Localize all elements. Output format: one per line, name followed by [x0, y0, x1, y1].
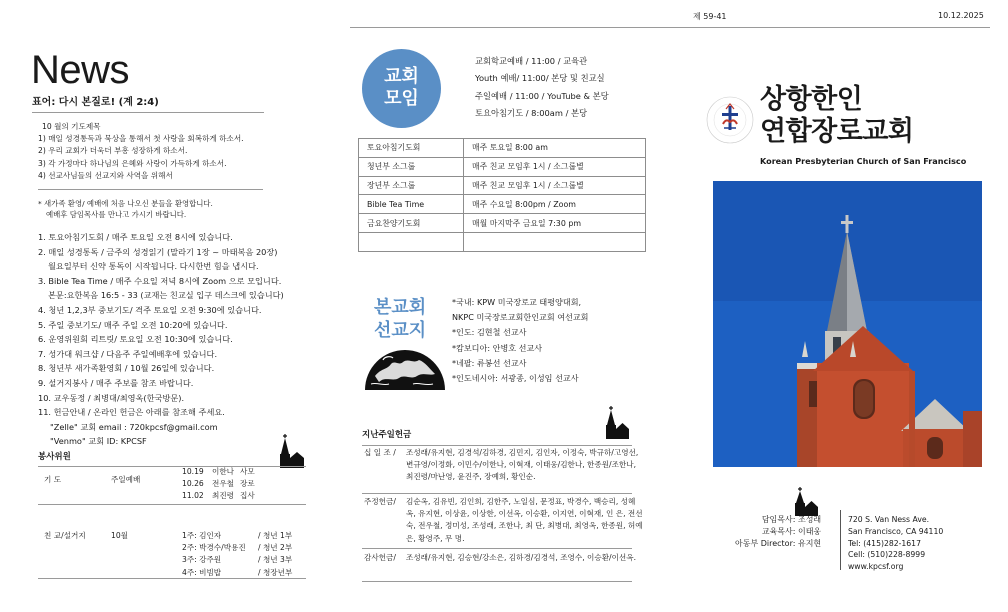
dish-duty-row: 2주: 박경수/박용진 / 청년 2부: [182, 543, 293, 553]
prayer-item: 4) 선교사님들의 선교지와 사역을 위해서: [38, 170, 173, 180]
schedule-item: Youth 예배/ 11:00/ 본당 및 친교실: [475, 73, 605, 84]
church-silhouette-icon: [603, 405, 629, 439]
news-item: 6. 운영위원회 리트릿/ 토요일 오전 10:30에 있습니다.: [38, 334, 233, 345]
dish-duty-month: 10월: [111, 531, 128, 540]
table-row: [359, 232, 646, 251]
address-line: 720 S. Van Ness Ave.: [848, 515, 930, 524]
mission-item: *캄보디아: 안병호 선교사: [452, 342, 543, 353]
divider: [38, 504, 306, 505]
news-item: 월요일부터 신약 통독이 시작됩니다. 다시한번 힘을 냅시다.: [48, 261, 259, 272]
offering-label: 주정헌금/: [364, 497, 396, 506]
news-item: 4. 청년 1,2,3부 중보기도/ 격주 토요일 오전 9:30에 있습니다.: [38, 304, 262, 315]
missions-title: [374, 296, 426, 342]
bulletin-date: 10.12.2025: [938, 11, 984, 20]
church-name-line: 연합장로교회: [760, 116, 914, 147]
divider: [38, 189, 263, 190]
gathering-badge: [362, 49, 441, 128]
schedule-item: 토요아침기도 / 8:00am / 본당: [475, 108, 588, 119]
divider: [362, 445, 632, 446]
news-item: 3. Bible Tea Time / 매주 수요일 저녁 8시에 Zoom 으로 모입니다.: [38, 275, 282, 286]
church-name-line: 상항한인: [760, 84, 863, 115]
church-name-korean: [760, 84, 914, 148]
pastors-list: [735, 514, 821, 549]
church-photo: [713, 181, 982, 467]
fellowship-table: [358, 138, 646, 252]
motto: 표어: 다시 본질로! (계 2:4): [32, 97, 159, 108]
dish-duty-row: 3주: 강주원 / 청년 3부: [182, 555, 293, 565]
dish-duty-row: 4주: 비빔밥 / 청장년부: [182, 567, 293, 577]
news-item: 2. 매일 성경통독 / 금주의 성경읽기 (말라기 1장 ~ 마태복음 20장): [38, 246, 278, 257]
news-item: 8. 청년부 새가족환영회 / 10월 26일에 있습니다.: [38, 363, 215, 374]
offerings-title: 지난주일헌금: [362, 430, 412, 440]
missions-list: [452, 295, 589, 386]
prayer-duty-row: 11.02 최진령 집사: [182, 491, 255, 501]
offering-names: 김순옥, 김유빈, 김인희, 김한주, 노일심, 문정표, 박경수, 백승리, 성혜옥, 유지현, 이상윤, 이상한, 이선옥, 이승환, 이지연, 이혁재, 인 은, 전선숙, 전우철, 정미성, 조성래, 조한나, 최 단, 최병대, 최영옥, 한종원, 허예은, 황영주, 무 명.: [406, 497, 643, 543]
prayer-duty-row: 10.26 전우철 장로: [182, 479, 255, 489]
dish-duty-row: 1주: 김인자 / 청년 1부: [182, 531, 293, 540]
dish-duty-table: [182, 530, 292, 579]
prayer-item: 1) 매일 성경통독과 묵상을 통해서 첫 사랑을 회복하게 하소서.: [38, 134, 244, 144]
church-silhouette-icon: [276, 432, 304, 468]
news-item: 5. 주일 중보기도/ 매주 주일 오전 10:20에 있습니다.: [38, 319, 228, 330]
welcome-line: 예배후 담임목사를 만나고 가시기 바랍니다.: [46, 210, 187, 219]
address-line: San Francisco, CA 94110: [848, 526, 944, 536]
badge-line: 모임: [384, 88, 419, 109]
cell-line: Cell: (510)228-8999: [848, 550, 926, 560]
phone-line: Tel: (415)282-1617: [848, 538, 921, 548]
offering-names: 조성래/유지현, 김경석/김하경, 김민지, 김인자, 이정숙, 박규하/고영선, 변규영/이정화, 이민수/이한나, 이혁재, 이태웅/김한나, 한종원/조한나, 최진령/마난영, 윤진주, 장예희, 황인순.: [406, 448, 639, 482]
missions-title-line: 본교회: [374, 297, 427, 318]
mission-item: *인도네시아: 서광종, 이성임 선교사: [452, 373, 579, 384]
news-item: 1. 토요아침기도회 / 매주 토요일 오전 8시에 있습니다.: [38, 232, 233, 242]
church-name-english: Korean Presbyterian Church of San Francisco: [760, 156, 967, 166]
volunteers-title: 봉사위원: [38, 452, 71, 462]
dish-duty-label: 친 교/설거지: [44, 531, 86, 540]
badge-line: 교회: [384, 66, 419, 87]
footer-divider: [840, 510, 841, 570]
news-item: 9. 설거지봉사 / 매주 주보를 참조 바랍니다.: [38, 377, 194, 388]
offering-names: 조성래/유지현, 김승현/강소은, 김하경/김경석, 조영수, 이승환/이선옥.: [406, 553, 637, 562]
news-item: 본문:요한복음 16:5 - 33 (교재는 친교실 입구 데스크에 있습니다): [48, 290, 284, 301]
table-row: 장년부 소그룹 매주 친교 모임후 1시 / 소그룹별: [359, 176, 646, 195]
divider: [362, 548, 632, 549]
mission-item: *네팔: 류봉선 선교사: [452, 357, 527, 368]
offering-label: 감사헌금/: [364, 553, 396, 562]
table-row: 금요찬양기도회 매월 마지막주 금요일 7:30 pm: [359, 214, 646, 233]
issue-number: 제 59-41: [693, 12, 727, 21]
mission-item: *국내: KPW 미국장로교 태평양대회,: [452, 297, 582, 307]
church-address: [848, 514, 943, 573]
schedule-item: 주일예배 / 11:00 / YouTube & 본당: [475, 90, 609, 101]
offering-label: 십 일 조 /: [364, 448, 396, 457]
news-title: News: [31, 48, 130, 92]
welcome-line: * 새가족 환영/ 예배에 처음 나오신 분들을 환영합니다.: [38, 199, 213, 208]
mission-item: *인도: 김현철 선교사: [452, 327, 527, 338]
divider: [38, 466, 306, 467]
news-list: [38, 230, 284, 449]
table-row: Bible Tea Time 매주 수요일 8:00pm / Zoom: [359, 195, 646, 214]
mission-item: NKPC 미국장로교회한인교회 여선교회: [452, 312, 589, 323]
news-item: 10. 교우동정 / 최병대/최영옥(한국방문).: [38, 392, 185, 403]
divider: [32, 112, 264, 113]
news-item: 7. 성가대 워크샵 / 다음주 주일예배후에 있습니다.: [38, 348, 218, 359]
divider: [362, 493, 632, 494]
prayer-duty-service: 주일예배: [111, 475, 141, 484]
pastor-line: 담임목사: 조성래: [761, 515, 822, 524]
prayer-duty-table: [182, 466, 255, 503]
pastor-line: 교육목사: 이태웅: [761, 526, 822, 536]
pastor-line: 아동부 Director: 유지현: [735, 538, 822, 548]
venmo-info: "Venmo" 교회 ID: KPCSF: [50, 436, 147, 447]
prayer-duty-label: 기 도: [44, 475, 62, 484]
zelle-info: "Zelle" 교회 email : 720kpcsf@gmail.com: [50, 421, 218, 432]
pcusa-seal-logo: [706, 96, 754, 144]
divider: [362, 581, 632, 582]
news-item: 11. 헌금안내 / 온라인 헌금은 아래를 참조해 주세요.: [38, 407, 225, 418]
church-silhouette-icon: [792, 486, 818, 516]
welcome-note: [38, 198, 213, 220]
divider: [38, 578, 306, 579]
prayer-item: 2) 우리 교회가 더욱더 부흥 성장하게 하소서.: [38, 146, 188, 156]
prayer-duty-row: 10.19 이한나 사모: [182, 467, 255, 476]
worship-schedule: [475, 53, 609, 123]
missions-title-line: 선교지: [374, 320, 427, 341]
globe-icon: [363, 346, 447, 392]
schedule-item: 교회학교예배 / 11:00 / 교육관: [475, 56, 588, 66]
prayer-item: 3) 각 가정마다 하나님의 은혜와 사랑이 가득하게 하소서.: [38, 158, 227, 168]
table-row: 청년부 소그룹 매주 친교 모임후 1시 / 소그룹별: [359, 157, 646, 176]
prayer-requests: [38, 121, 244, 182]
prayer-title: 10 월의 기도제목: [42, 122, 101, 131]
top-divider: [350, 27, 990, 28]
table-row: 토요아침기도회 매주 토요일 8:00 am: [359, 139, 646, 158]
website-link[interactable]: www.kpcsf.org: [848, 562, 904, 572]
